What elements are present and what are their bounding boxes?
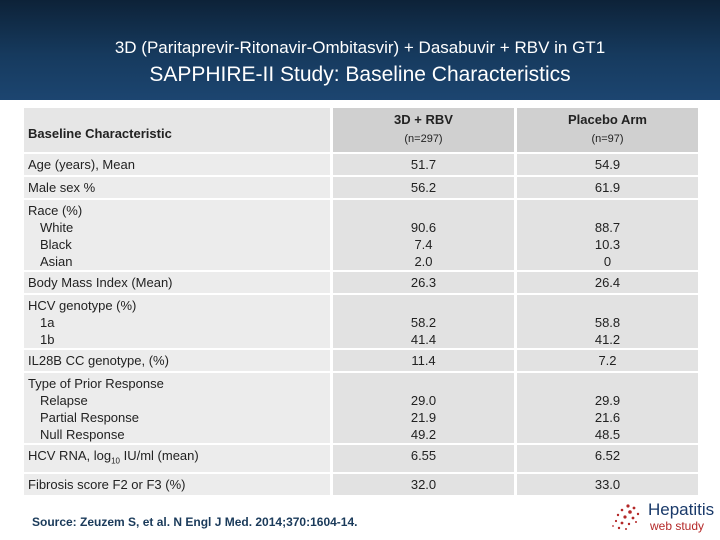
cell-value: 41.2 (594, 332, 621, 347)
cell-value: 7.4 (414, 237, 433, 252)
cell-value: 10.3 (594, 237, 621, 252)
cell-value: 49.2 (410, 427, 437, 442)
row-label: Race (%) (28, 203, 83, 218)
table-row (24, 200, 698, 272)
row-sublabel: Relapse (40, 393, 88, 408)
col-header-label: 3D + RBV (394, 112, 453, 127)
cell-value: 29.0 (410, 393, 437, 408)
logo-word: Hepatitis (648, 500, 715, 519)
row-label: Type of Prior Response (28, 376, 164, 391)
cell-value-group (330, 295, 514, 350)
table-row (24, 177, 698, 200)
row-label (24, 445, 330, 474)
table-row (24, 295, 698, 350)
cell-value: 7.2 (514, 350, 698, 373)
cell-value: 26.3 (330, 272, 514, 295)
cell-value: 21.9 (410, 410, 437, 425)
cell-value: 90.6 (410, 220, 437, 235)
row-label: IL28B CC genotype, (%) (24, 350, 330, 373)
row-label-group (24, 295, 330, 350)
row-label: Fibrosis score F2 or F3 (%) (24, 474, 330, 497)
cell-value-group (330, 200, 514, 272)
baseline-table (24, 108, 698, 497)
row-sublabel: White (40, 220, 74, 235)
cell-value: 32.0 (330, 474, 514, 497)
cell-value-group (330, 373, 514, 445)
row-label-pre: HCV RNA, log (28, 448, 112, 463)
header-banner (0, 0, 720, 100)
logo-mark-icon (608, 502, 644, 534)
cell-value: 26.4 (514, 272, 698, 295)
row-sublabel: 1a (40, 315, 55, 330)
table-row (24, 272, 698, 295)
cell-value: 29.9 (594, 393, 621, 408)
cell-value: 61.9 (514, 177, 698, 200)
row-sublabel: 1b (40, 332, 55, 347)
col-header-label: Placebo Arm (568, 112, 647, 127)
row-sublabel: Asian (40, 254, 73, 269)
cell-value: 88.7 (594, 220, 621, 235)
cell-value: 33.0 (514, 474, 698, 497)
row-label-group (24, 373, 330, 445)
source-citation: Source: Zeuzem S, et al. N Engl J Med. 2014;370:1604-14. (32, 515, 358, 529)
cell-value: 41.4 (410, 332, 437, 347)
col-header-n: (n=97) (591, 133, 624, 145)
row-label-post: IU/ml (mean) (119, 448, 199, 463)
col-header-characteristic: Baseline Characteristic (24, 108, 330, 154)
table-row (24, 154, 698, 177)
row-label: Age (years), Mean (24, 154, 330, 177)
row-sublabel: Black (40, 237, 72, 252)
cell-value: 48.5 (594, 427, 621, 442)
table-header-row (24, 108, 698, 154)
table-row (24, 474, 698, 497)
cell-value: 58.2 (410, 315, 437, 330)
slide-subtitle: 3D (Paritaprevir-Ritonavir-Ombitasvir) + Dasabuvir + RBV in GT1 (114, 38, 606, 57)
slide-title: SAPPHIRE-II Study: Baseline Characteristics (149, 63, 571, 86)
col-header-n: (n=297) (404, 133, 443, 145)
cell-value-group (514, 373, 698, 445)
col-header-placebo (514, 108, 698, 154)
cell-value: 58.8 (594, 315, 621, 330)
row-sublabel: Null Response (40, 427, 125, 442)
table-row (24, 445, 698, 474)
cell-value: 11.4 (330, 350, 514, 373)
cell-value: 51.7 (330, 154, 514, 177)
hepatitis-web-study-logo (608, 500, 716, 536)
cell-value: 2.0 (414, 254, 433, 269)
cell-value: 0 (603, 254, 612, 269)
cell-value: 6.55 (330, 445, 514, 474)
row-label-group (24, 200, 330, 272)
row-label: Male sex % (24, 177, 330, 200)
cell-value: 6.52 (514, 445, 698, 474)
cell-value-group (514, 295, 698, 350)
table-row (24, 373, 698, 445)
cell-value-group (514, 200, 698, 272)
row-label: Body Mass Index (Mean) (24, 272, 330, 295)
cell-value: 56.2 (330, 177, 514, 200)
row-label-subscript: 10 (111, 456, 120, 466)
cell-value: 54.9 (514, 154, 698, 177)
cell-value: 21.6 (594, 410, 621, 425)
logo-tagline: web study (650, 519, 705, 533)
table-row (24, 350, 698, 373)
row-label: HCV genotype (%) (28, 298, 137, 313)
row-sublabel: Partial Response (40, 410, 139, 425)
col-header-3d-rbv (330, 108, 514, 154)
